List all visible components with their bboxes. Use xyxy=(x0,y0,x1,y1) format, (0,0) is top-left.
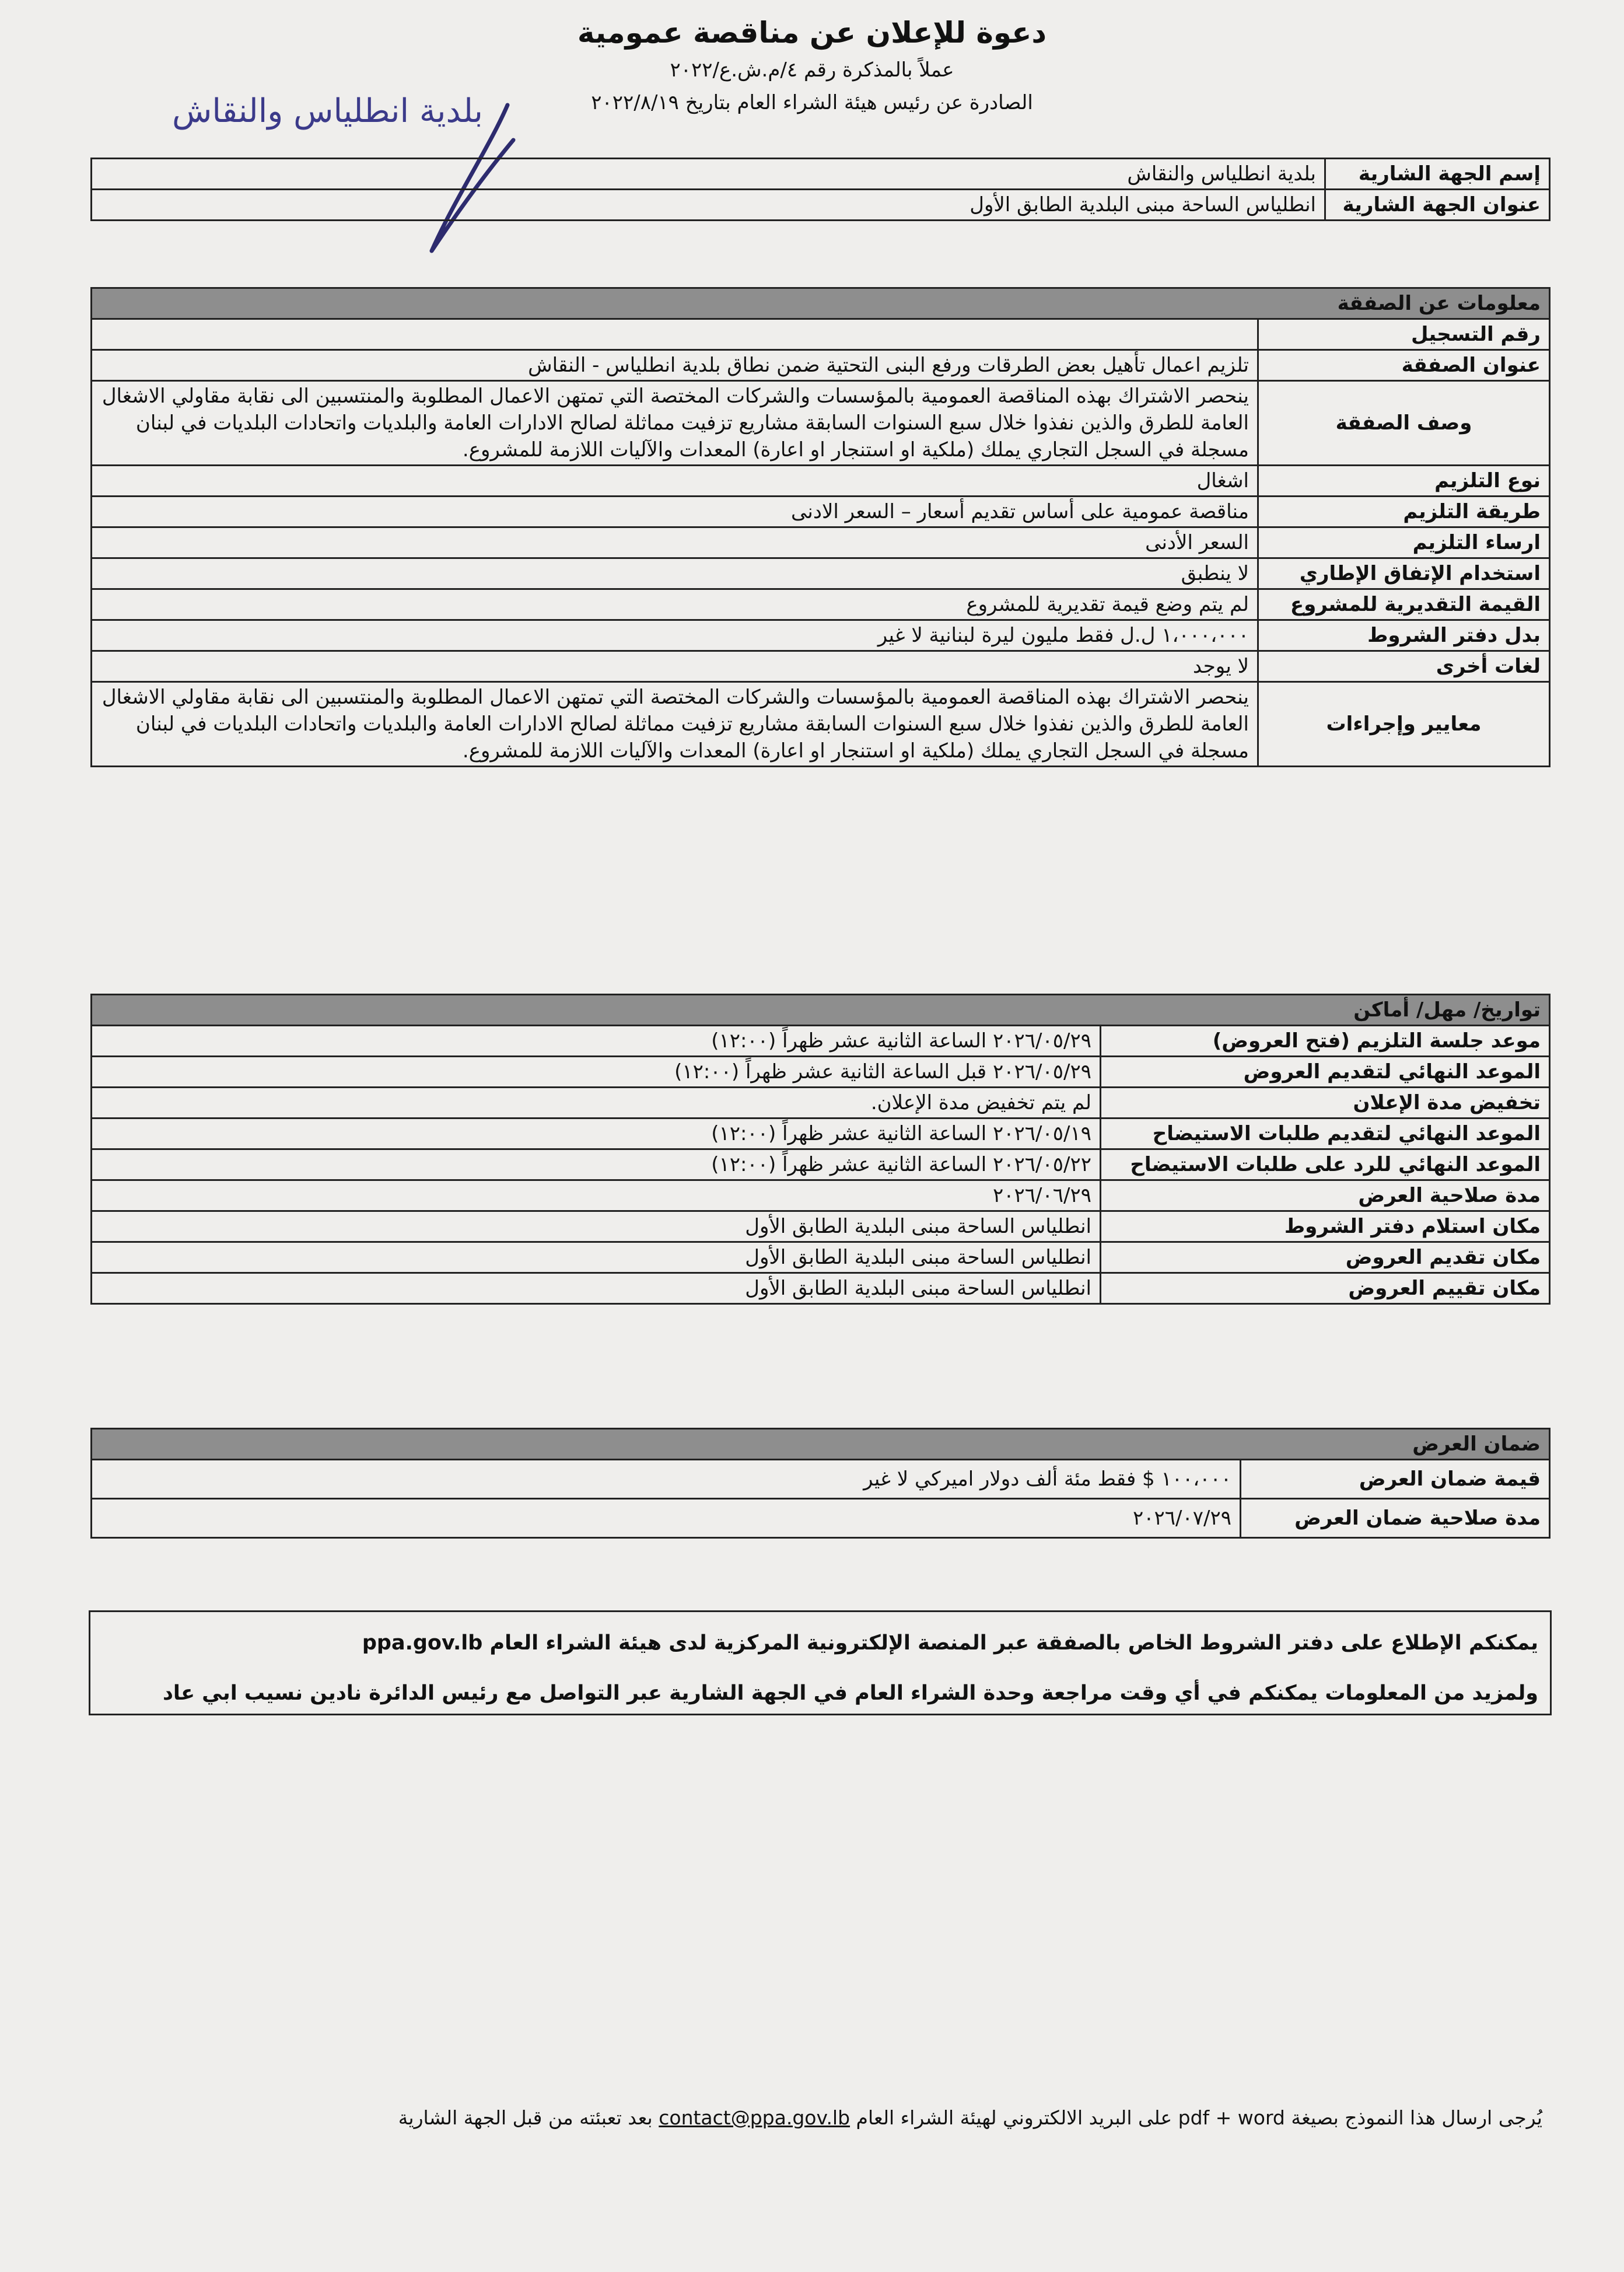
deal-heading: معلومات عن الصفقة xyxy=(92,288,1550,319)
table-row xyxy=(92,350,1550,381)
deal-row-value: تلزيم اعمال تأهيل بعض الطرقات ورفع البنى التحتية ضمن نطاق بلدية انطلياس - النقاش xyxy=(92,350,1258,381)
issued-by-line: الصادرة عن رئيس هيئة الشراء العام بتاريخ ٢٠٢٢/٨/١٩ xyxy=(591,91,1033,114)
table-row xyxy=(92,589,1550,620)
table-row xyxy=(92,620,1550,651)
footer-text-after: بعد تعبئته من قبل الجهة الشارية xyxy=(398,2106,653,2129)
section-heading-row xyxy=(92,995,1550,1026)
table-row xyxy=(92,1026,1550,1057)
table-row xyxy=(92,1242,1550,1273)
deal-info-table xyxy=(90,287,1550,767)
deal-row-value: ينحصر الاشتراك بهذه المناقصة العمومية بالمؤسسات والشركات المختصة التي تمتهن الاعمال المطلوبة والمنتسبين الى نقابة مقاولي الاشغال العامة للطرق والذين نفذوا خلال سبع السنوات السابقة مشاريع تزفيت مماثلة لصالح الادارات العامة والبلديات واتحادات البلديات في لبنان مسجلة في السجل التجاري يملك (ملكية او استنجار او اعارة) المعدات والآليات اللازمة للمشروع. xyxy=(92,682,1258,767)
table-row xyxy=(92,381,1550,466)
dates-row-value: لم يتم تخفيض مدة الإعلان. xyxy=(92,1088,1101,1118)
table-row xyxy=(92,558,1550,589)
buyer-address-label: عنوان الجهة الشارية xyxy=(1325,190,1550,221)
dates-row-value: انطلياس الساحة مبنى البلدية الطابق الأول xyxy=(92,1211,1101,1242)
dates-heading: تواريخ/ مهل/ أماكن xyxy=(92,995,1550,1026)
deal-row-label: عنوان الصفقة xyxy=(1258,350,1550,381)
dates-row-value: انطلياس الساحة مبنى البلدية الطابق الأول xyxy=(92,1273,1101,1304)
deal-row-label: وصف الصفقة xyxy=(1258,381,1550,466)
dates-row-value: انطلياس الساحة مبنى البلدية الطابق الأول xyxy=(92,1242,1101,1273)
dates-row-value: ٢٠٢٦/٠٥/٢٩ قبل الساعة الثانية عشر ظهراً (١٢:٠٠) xyxy=(92,1057,1101,1088)
deal-row-value: مناقصة عمومية على أساس تقديم أسعار – السعر الادنى xyxy=(92,497,1258,527)
guarantee-row-label: مدة صلاحية ضمان العرض xyxy=(1241,1499,1550,1538)
section-heading-row xyxy=(92,1429,1550,1460)
dates-row-label: تخفيض مدة الإعلان xyxy=(1101,1088,1550,1118)
deal-row-label: القيمة التقديرية للمشروع xyxy=(1258,589,1550,620)
dates-table xyxy=(90,994,1550,1305)
table-row xyxy=(92,1460,1550,1499)
deal-row-label: نوع التلزيم xyxy=(1258,466,1550,497)
table-row xyxy=(92,159,1550,190)
deal-row-label: لغات أخرى xyxy=(1258,651,1550,682)
memo-reference: عملاً بالمذكرة رقم ٤/م.ش.ع/٢٠٢٢ xyxy=(670,58,954,82)
table-row xyxy=(92,527,1550,558)
table-row xyxy=(92,1211,1550,1242)
table-row xyxy=(92,1088,1550,1118)
deal-row-label: بدل دفتر الشروط xyxy=(1258,620,1550,651)
guarantee-row-value: ١٠٠،٠٠٠ $ فقط مئة ألف دولار اميركي لا غير xyxy=(92,1460,1241,1499)
dates-row-value: ٢٠٢٦/٠٥/١٩ الساعة الثانية عشر ظهراً (١٢:٠٠) xyxy=(92,1118,1101,1149)
dates-row-label: موعد جلسة التلزيم (فتح العروض) xyxy=(1101,1026,1550,1057)
municipality-stamp: بلدية انطلياس والنقاش xyxy=(172,92,483,130)
table-row xyxy=(92,466,1550,497)
dates-row-label: مكان استلام دفتر الشروط xyxy=(1101,1211,1550,1242)
table-row xyxy=(92,1118,1550,1149)
table-row xyxy=(92,1149,1550,1180)
buyer-address-value: انطلياس الساحة مبنى البلدية الطابق الأول xyxy=(92,190,1325,221)
dates-row-value: ٢٠٢٦/٠٥/٢٩ الساعة الثانية عشر ظهراً (١٢:٠٠) xyxy=(92,1026,1101,1057)
deal-row-label: رقم التسجيل xyxy=(1258,319,1550,350)
section-heading-row xyxy=(92,288,1550,319)
guarantee-row-label: قيمة ضمان العرض xyxy=(1241,1460,1550,1499)
table-row xyxy=(92,1057,1550,1088)
footer-note xyxy=(398,2106,1542,2129)
document-title: دعوة للإعلان عن مناقصة عمومية xyxy=(577,16,1047,50)
dates-row-value: ٢٠٢٦/٠٦/٢٩ xyxy=(92,1180,1101,1211)
footer-email-link[interactable]: contact@ppa.gov.lb xyxy=(659,2106,850,2129)
deal-row-label: استخدام الإتفاق الإطاري xyxy=(1258,558,1550,589)
deal-row-value: لا يوجد xyxy=(92,651,1258,682)
guarantee-heading: ضمان العرض xyxy=(92,1429,1550,1460)
deal-row-value xyxy=(92,319,1258,350)
notice-line-contact: ولمزيد من المعلومات يمكنكم في أي وقت مراجعة وحدة الشراء العام في الجهة الشارية عبر التواصل مع رئيس الدائرة نادين نسيب ابي عاد xyxy=(162,1682,1538,1705)
deal-row-label: ارساء التلزيم xyxy=(1258,527,1550,558)
dates-row-label: مدة صلاحية العرض xyxy=(1101,1180,1550,1211)
table-row xyxy=(92,1180,1550,1211)
deal-row-value: لم يتم وضع قيمة تقديرية للمشروع xyxy=(92,589,1258,620)
deal-row-value: اشغال xyxy=(92,466,1258,497)
table-row xyxy=(92,651,1550,682)
guarantee-table xyxy=(90,1428,1550,1539)
table-row xyxy=(92,319,1550,350)
table-row xyxy=(92,682,1550,767)
table-row xyxy=(92,1273,1550,1304)
dates-row-label: مكان تقييم العروض xyxy=(1101,1273,1550,1304)
footer-text-before: يُرجى ارسال هذا النموذج بصيغة pdf + word على البريد الالكتروني لهيئة الشراء العام xyxy=(856,2106,1542,2129)
dates-row-label: الموعد النهائي لتقديم العروض xyxy=(1101,1057,1550,1088)
deal-row-value: ١،٠٠٠،٠٠٠ ل.ل فقط مليون ليرة لبنانية لا غير xyxy=(92,620,1258,651)
deal-row-label: معايير وإجراءات xyxy=(1258,682,1550,767)
dates-row-label: الموعد النهائي لتقديم طلبات الاستيضاح xyxy=(1101,1118,1550,1149)
deal-row-value: ينحصر الاشتراك بهذه المناقصة العمومية بالمؤسسات والشركات المختصة التي تمتهن الاعمال المطلوبة والمنتسبين الى نقابة مقاولي الاشغال العامة للطرق والذين نفذوا خلال سبع السنوات السابقة مشاريع تزفيت مماثلة لصالح الادارات العامة والبلديات واتحادات البلديات في لبنان مسجلة في السجل التجاري يملك (ملكية او استنجار او اعارة) المعدات والآليات اللازمة للمشروع. xyxy=(92,381,1258,466)
table-row xyxy=(92,190,1550,221)
notice-line-portal: يمكنكم الإطلاع على دفتر الشروط الخاص بالصفقة عبر المنصة الإلكترونية المركزية لدى هيئة الشراء العام ppa.gov.lb xyxy=(362,1631,1538,1655)
guarantee-row-value: ٢٠٢٦/٠٧/٢٩ xyxy=(92,1499,1241,1538)
buyer-name-value: بلدية انطلياس والنقاش xyxy=(92,159,1325,190)
table-row xyxy=(92,1499,1550,1538)
buyer-table xyxy=(90,158,1550,221)
deal-row-value: لا ينطبق xyxy=(92,558,1258,589)
deal-row-label: طريقة التلزيم xyxy=(1258,497,1550,527)
table-row xyxy=(92,497,1550,527)
buyer-name-label: إسم الجهة الشارية xyxy=(1325,159,1550,190)
dates-row-label: مكان تقديم العروض xyxy=(1101,1242,1550,1273)
notice-box xyxy=(89,1610,1552,1715)
dates-row-value: ٢٠٢٦/٠٥/٢٢ الساعة الثانية عشر ظهراً (١٢:٠٠) xyxy=(92,1149,1101,1180)
dates-row-label: الموعد النهائي للرد على طلبات الاستيضاح xyxy=(1101,1149,1550,1180)
deal-row-value: السعر الأدنى xyxy=(92,527,1258,558)
